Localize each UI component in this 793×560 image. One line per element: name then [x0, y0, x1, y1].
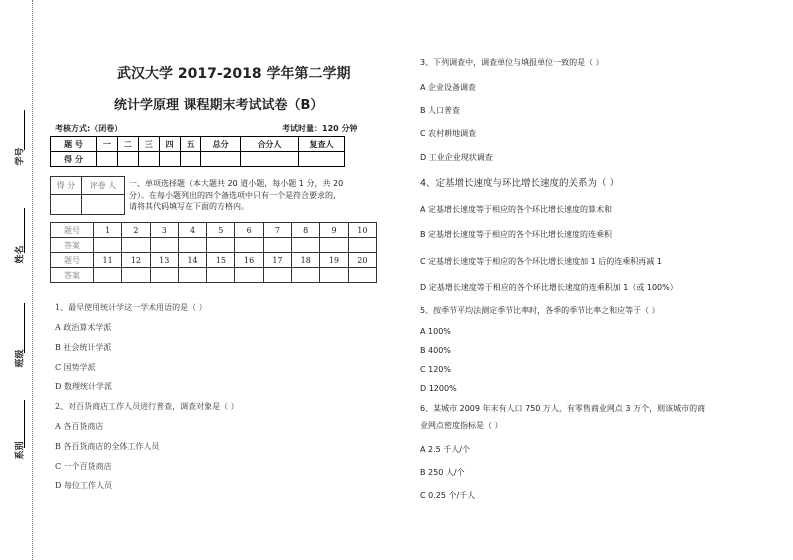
answer-option: A 100%	[420, 327, 451, 336]
answer-cell[interactable]	[122, 268, 150, 283]
score-header: 五	[180, 137, 201, 152]
question-number: 3	[150, 223, 178, 238]
label-class: 班级	[15, 349, 26, 368]
binding-dotted-line	[32, 0, 33, 560]
answer-cell[interactable]	[292, 238, 320, 253]
answer-option: A 企业设备调查	[420, 83, 477, 92]
question-text: 业网点密度指标是（ ）	[420, 421, 503, 430]
score-cell[interactable]	[201, 152, 240, 167]
answer-option: C 定基增长速度等于相应的各个环比增长速度加 1 后的连乘积再减 1	[420, 257, 662, 266]
answer-option: C 一个百货商店	[55, 462, 112, 471]
instruction-line: 请将其代码填写在下面的方格内。	[129, 202, 249, 211]
answer-cell[interactable]	[150, 238, 178, 253]
answer-label: 答案	[51, 238, 94, 253]
answer-table	[50, 222, 377, 283]
answer-option: B 社会统计学派	[55, 343, 112, 352]
answer-option: B 人口普查	[420, 106, 461, 115]
instruction-line: 一、单项选择题（本大题共 20 道小题，每小题 1 分，共 20	[129, 179, 344, 188]
grader-score-label: 得 分	[51, 177, 82, 195]
score-table	[50, 136, 345, 167]
answer-cell[interactable]	[235, 268, 263, 283]
question-text: 1、最早使用统计学这一学术用语的是（ ）	[55, 303, 207, 312]
question-text: 4、定基增长速度与环比增长速度的关系为（ ）	[420, 178, 620, 189]
exam-time: 考试时量：120 分钟	[282, 124, 358, 133]
question-number: 20	[348, 253, 376, 268]
answer-cell[interactable]	[150, 268, 178, 283]
score-header: 二	[117, 137, 138, 152]
score-header: 一	[96, 137, 117, 152]
score-cell[interactable]	[180, 152, 201, 167]
question-number: 7	[263, 223, 291, 238]
question-number: 4	[178, 223, 206, 238]
label-name: 姓名	[15, 245, 26, 264]
answer-option: B 定基增长速度等于相应的各个环比增长速度的连乘积	[420, 230, 613, 239]
grader-box	[50, 176, 125, 215]
score-cell[interactable]	[299, 152, 345, 167]
question-number: 18	[292, 253, 320, 268]
answer-option: B 各百货商店的全体工作人员	[55, 442, 160, 451]
exam-mode: 考核方式:（闭卷）	[55, 124, 123, 133]
question-number: 2	[122, 223, 150, 238]
question-number: 17	[263, 253, 291, 268]
answer-option: D 1200%	[420, 384, 457, 393]
answer-option: C 0.25 个/千人	[420, 491, 476, 500]
score-header: 复查人	[299, 137, 345, 152]
question-text: 6、某城市 2009 年末有人口 750 万人，有零售商业网点 3 万个，则该城市的商	[420, 404, 706, 413]
answer-cell[interactable]	[94, 238, 122, 253]
label-department: 系别	[15, 441, 26, 460]
grader-label: 评卷 人	[81, 177, 124, 195]
answer-cell[interactable]	[207, 238, 235, 253]
question-number: 1	[94, 223, 122, 238]
answer-label: 答案	[51, 268, 94, 283]
answer-option: D 工业企业现状调查	[420, 153, 493, 162]
answer-option: C 农村耕地调查	[420, 129, 477, 138]
question-number: 13	[150, 253, 178, 268]
question-text: 2、对百货商店工作人员进行普查，调查对象是（ ）	[55, 402, 239, 411]
score-header: 总分	[201, 137, 240, 152]
answer-cell[interactable]	[263, 238, 291, 253]
score-header: 四	[159, 137, 180, 152]
answer-option: B 400%	[420, 346, 451, 355]
answer-cell[interactable]	[320, 238, 348, 253]
answer-option: A 各百货商店	[55, 422, 104, 431]
score-cell[interactable]	[138, 152, 159, 167]
question-number: 12	[122, 253, 150, 268]
question-number: 10	[348, 223, 376, 238]
answer-option: D 定基增长速度等于相应的各个环比增长速度的连乘积加 1（或 100%）	[420, 283, 678, 292]
question-text: 5、按季节平均法测定季节比率时，各季的季节比率之和应等于（ ）	[420, 306, 660, 315]
question-number: 14	[178, 253, 206, 268]
question-number: 16	[235, 253, 263, 268]
answer-option: C 国势学派	[55, 363, 96, 372]
grader-name-cell[interactable]	[81, 195, 124, 215]
question-number: 19	[320, 253, 348, 268]
section1-instructions	[129, 178, 343, 213]
question-number: 8	[292, 223, 320, 238]
score-cell[interactable]	[96, 152, 117, 167]
answer-cell[interactable]	[122, 238, 150, 253]
question-number: 6	[235, 223, 263, 238]
score-header: 合分人	[240, 137, 298, 152]
question-number: 9	[320, 223, 348, 238]
answer-cell[interactable]	[178, 238, 206, 253]
class-line	[24, 303, 25, 353]
question-number-label: 题号	[51, 223, 94, 238]
answer-option: D 数理统计学派	[55, 382, 112, 391]
score-cell[interactable]	[117, 152, 138, 167]
exam-title: 武汉大学 2017-2018 学年第二学期	[117, 66, 351, 82]
question-number-label: 题号	[51, 253, 94, 268]
question-text: 3、下列调查中，调查单位与填报单位一致的是（ ）	[420, 58, 604, 67]
answer-cell[interactable]	[178, 268, 206, 283]
answer-cell[interactable]	[207, 268, 235, 283]
answer-option: A 定基增长速度等于相应的各个环比增长速度的算术和	[420, 205, 613, 214]
student-id-line	[24, 110, 25, 150]
answer-option: D 每位工作人员	[55, 481, 112, 490]
answer-option: B 250 人/个	[420, 468, 465, 477]
score-cell[interactable]	[240, 152, 298, 167]
answer-cell[interactable]	[94, 268, 122, 283]
question-number: 15	[207, 253, 235, 268]
score-header: 题 号	[51, 137, 97, 152]
question-number: 5	[207, 223, 235, 238]
answer-cell[interactable]	[235, 238, 263, 253]
answer-option: A 政治算术学派	[55, 323, 112, 332]
question-number: 11	[94, 253, 122, 268]
score-header: 三	[138, 137, 159, 152]
answer-option: C 120%	[420, 365, 451, 374]
answer-option: A 2.5 千人/个	[420, 445, 470, 454]
grader-score-cell[interactable]	[51, 195, 82, 215]
answer-cell[interactable]	[348, 268, 376, 283]
answer-cell[interactable]	[348, 238, 376, 253]
instruction-line: 分）。在每小题列出的四个备选项中只有一个是符合要求的,	[129, 190, 336, 200]
score-cell[interactable]	[159, 152, 180, 167]
answer-cell[interactable]	[263, 268, 291, 283]
answer-cell[interactable]	[320, 268, 348, 283]
exam-subtitle: 统计学原理 课程期末考试试卷（B）	[114, 98, 324, 113]
score-row-label: 得 分	[51, 152, 97, 167]
answer-cell[interactable]	[292, 268, 320, 283]
label-student-id: 学号	[15, 147, 26, 166]
